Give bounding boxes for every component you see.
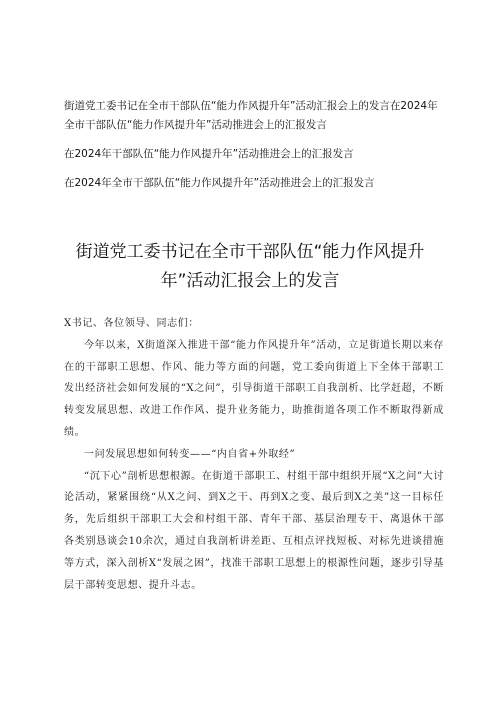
toc-item: 在2024年全市干部队伍“能力作风提升年”活动推进会上的汇报发言 (64, 177, 375, 189)
table-of-contents (64, 97, 444, 203)
salutation: X书记、各位领导、同志们： (64, 318, 199, 329)
toc-item: 街道党工委书记在全市干部队伍“能力作风提升年”活动汇报会上的发言在2024年全市干部队伍“能力作风提升年”活动推进会上的汇报发言 (64, 100, 438, 131)
document-body (64, 313, 444, 596)
paragraph: 今年以来，X街道深入推进干部“能力作风提升年”活动，立足街道长期以来存在的干部职工思想、作风、能力等方面的问题，党工委向街道上下全体干部职工发出经济社会如何发展的“X之问”，引导街道干部职工自我剖析、比学赶超，不断转变发展思想、改进工作作风、提升业务能力，助推街道各项工作不断取得新成绩。 (64, 339, 444, 438)
document-title: 街道党工委书记在全市干部队伍“能力作风提升年”活动汇报会上的发言 (75, 242, 425, 291)
toc-item: 在2024年干部队伍“能力作风提升年”活动推进会上的汇报发言 (64, 148, 354, 160)
paragraph: “沉下心”剖析思想根源。在街道干部职工、村组干部中组织开展“X之问”大讨论活动，紧紧围绕“从X之问、到X之干、再到X之变、最后到X之美”这一目标任务，先后组织干部职工大会和村组干部、青年干部、基层治理专干、离退休干部各类别恳谈会10余次，通过自我剖析讲差距、互相点评找短板、对标先进谈措施等方式，深入剖析X“发展之困”，找准干部职工思想上的根源性问题，逐步引导基层干部转变思想、提升斗志。 (64, 470, 444, 591)
section-heading: 一问发展思想如何转变——“内自省+外取经” (84, 448, 296, 460)
